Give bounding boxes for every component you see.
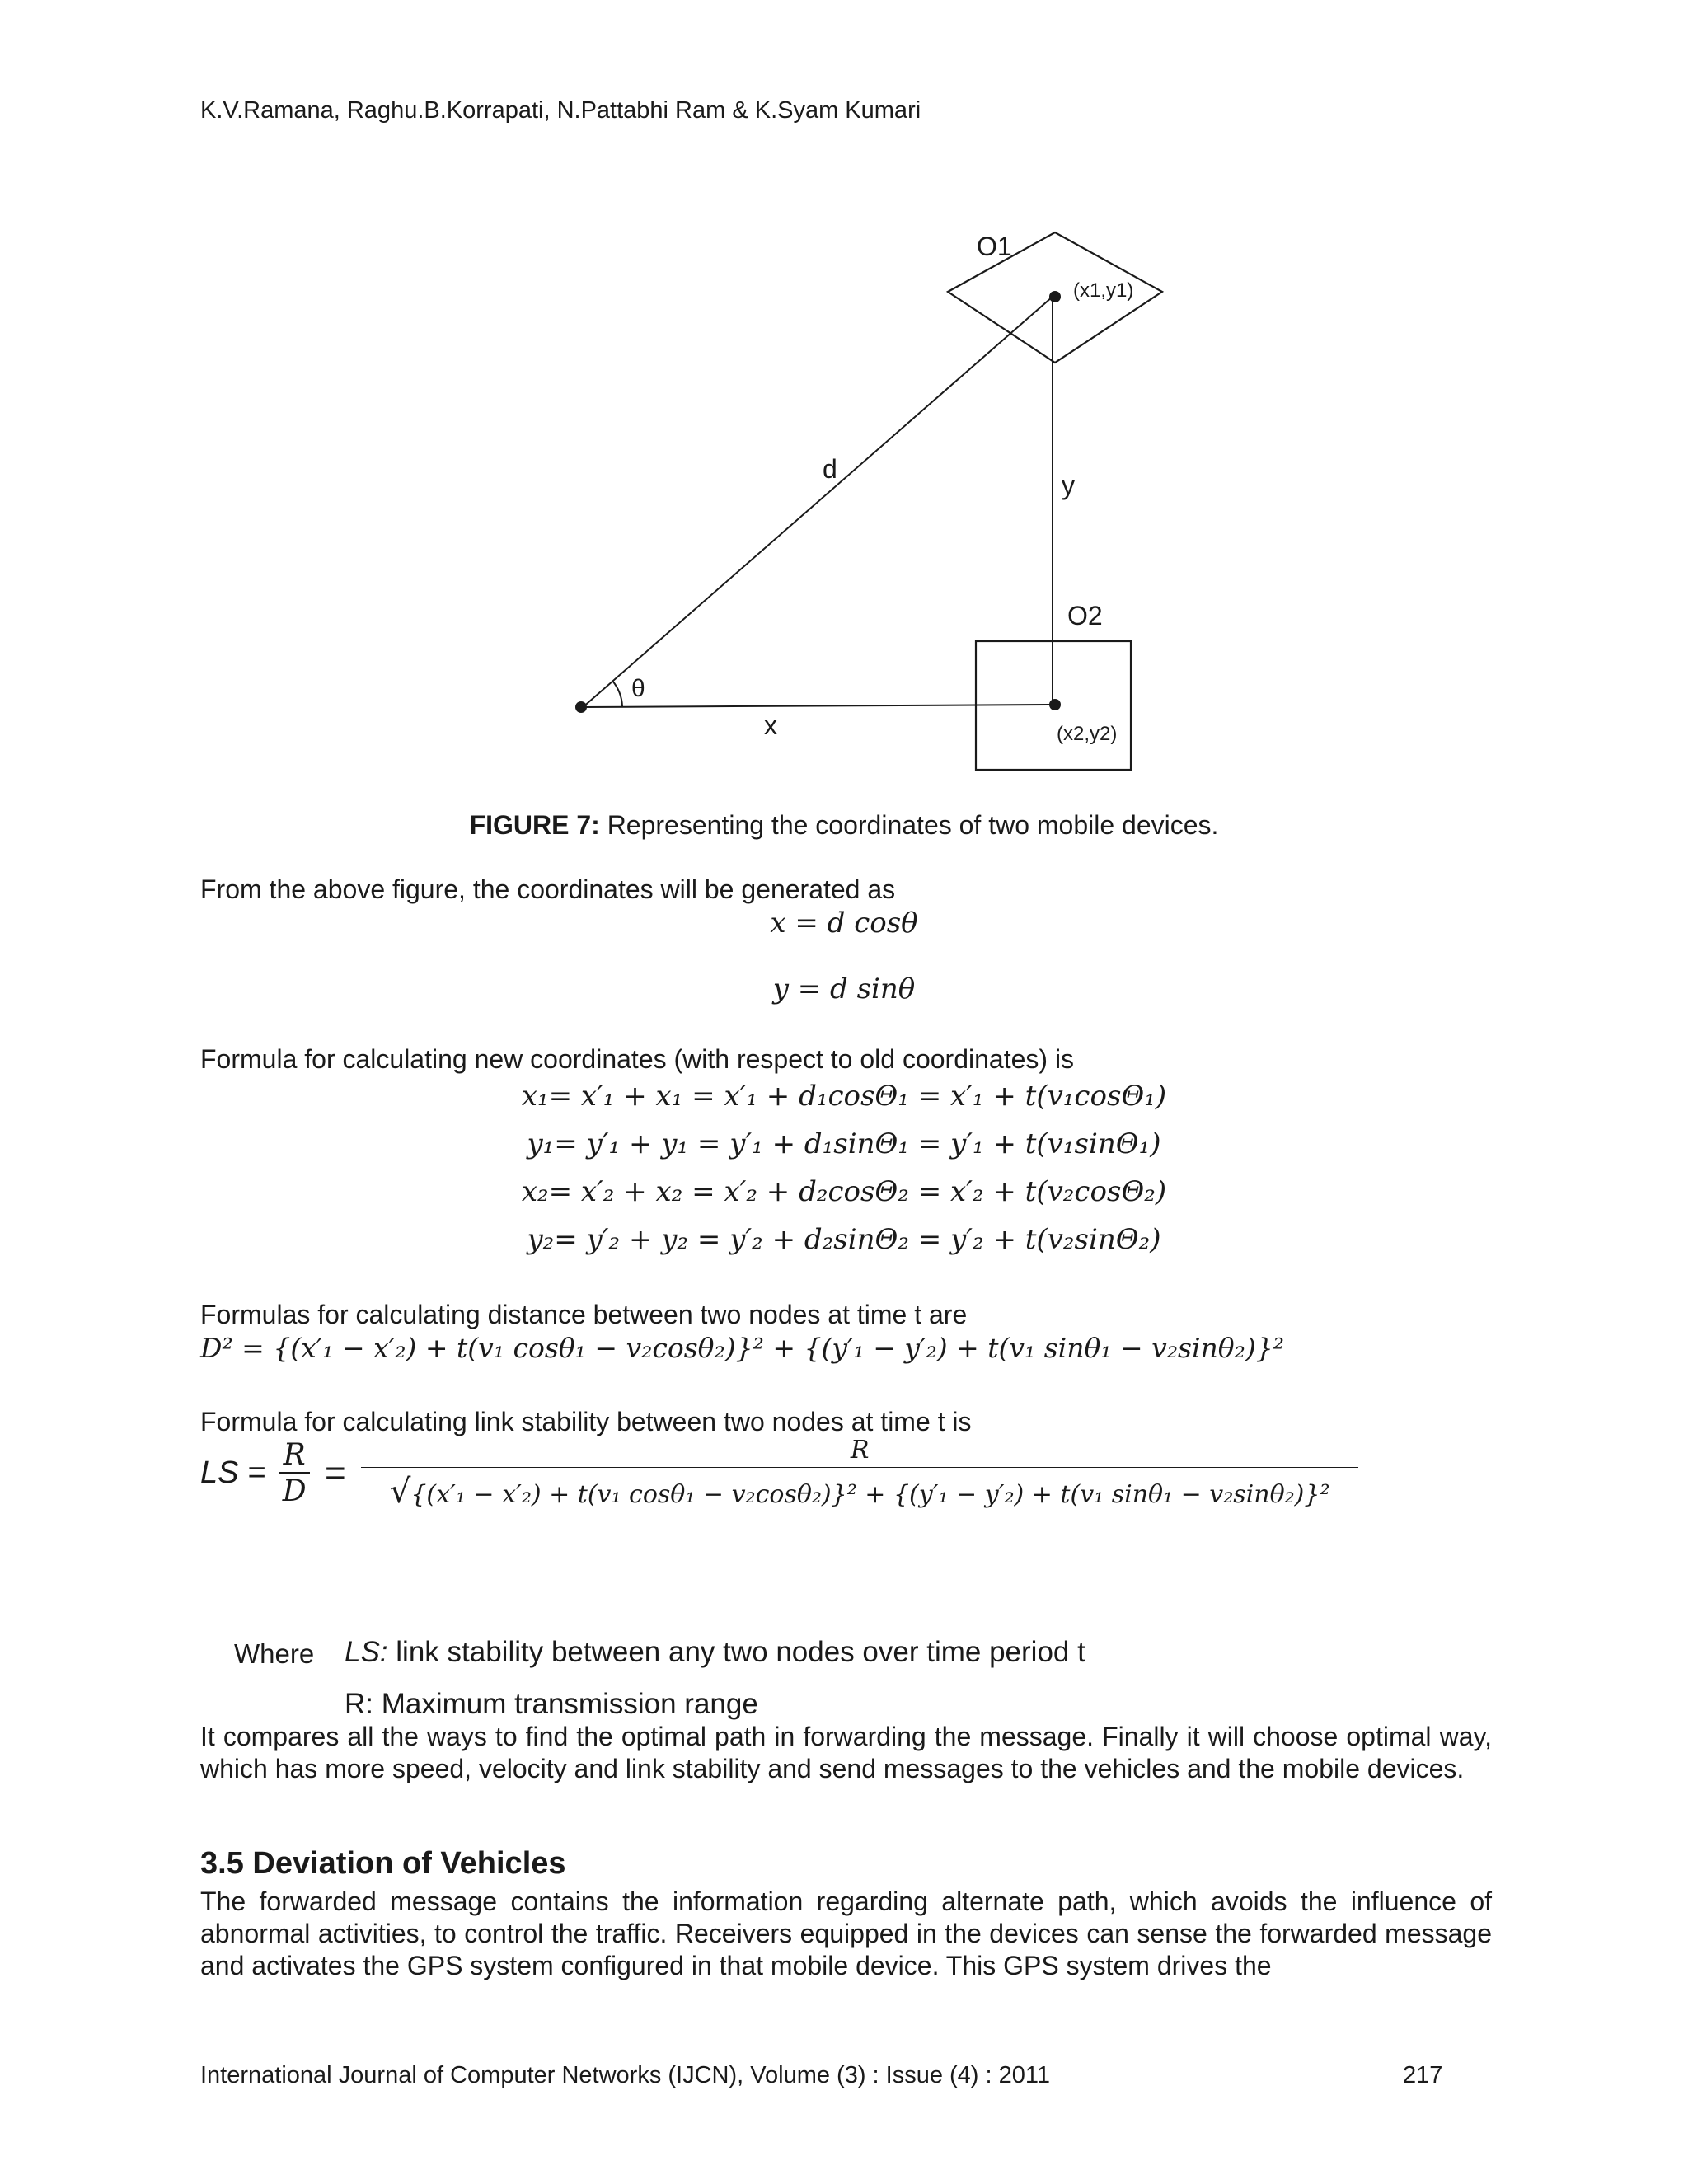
equals-sign: =: [325, 1452, 346, 1493]
fraction-r-over-d: [279, 1438, 310, 1508]
equation-system-3: x₂= x′₂ + x₂ = x′₂ + d₂cosΘ₂ = x′₂ + t(v₂cosΘ₂): [521, 1175, 1167, 1208]
fraction-numerator: R: [361, 1436, 1358, 1468]
fraction-denominator: D: [282, 1474, 307, 1508]
paragraph-coordinates-intro: From the above figure, the coordinates will be generated as: [200, 874, 896, 904]
figure-7-diagram: [560, 231, 1170, 783]
section-heading: 3.5 Deviation of Vehicles: [200, 1846, 566, 1881]
origin-point: [575, 701, 587, 713]
equation-system-2: y₁= y′₁ + y₁ = y′₁ + d₁sinΘ₁ = y′₁ + t(v₁sinΘ₁): [527, 1127, 1161, 1160]
equation-system-4: y₂= y′₂ + y₂ = y′₂ + d₂sinΘ₂ = y′₂ + t(v₂sinΘ₂): [527, 1223, 1161, 1256]
running-footer: International Journal of Computer Networks (IJCN), Volume (3) : Issue (4) : 2011: [200, 2062, 1051, 2088]
label-x: x: [764, 710, 777, 740]
equation-system-1: x₁= x′₁ + x₁ = x′₁ + d₁cosΘ₁ = x′₁ + t(v₁cosΘ₁): [521, 1080, 1167, 1113]
fraction-denominator: [361, 1468, 1358, 1511]
label-d: d: [823, 454, 837, 484]
running-header: K.V.Ramana, Raghu.B.Korrapati, N.Pattabhi Ram & K.Syam Kumari: [200, 97, 921, 124]
fraction-numerator: R: [279, 1438, 310, 1474]
definition-ls-text: link stability between any two nodes over time period t: [387, 1636, 1085, 1668]
definition-ls: [345, 1636, 1085, 1669]
paragraph-link-stability: Formula for calculating link stability between two nodes at time t is: [200, 1407, 972, 1436]
label-o1: O1: [977, 232, 1012, 261]
label-x2-y2: (x2,y2): [1057, 723, 1118, 745]
angle-arc: [612, 681, 622, 706]
label-x1-y1: (x1,y1): [1073, 279, 1134, 302]
sqrt-sign: √: [389, 1473, 411, 1511]
paragraph-deviation: The forwarded message contains the information regarding alternate path, which avoids the influence of abnormal activities, to control the traffic. Receivers equipped in the devices can sense the forwarded message and activates the GPS system configured in that mobile device. This GPS system drives the: [200, 1886, 1492, 1980]
equation-y: y = d sinθ: [772, 972, 916, 1005]
label-o2: O2: [1067, 601, 1103, 630]
equation-link-stability: [200, 1436, 1358, 1535]
label-y: y: [1062, 471, 1075, 500]
figure-caption-text: Representing the coordinates of two mobile devices.: [599, 810, 1219, 840]
sqrt-radicand: {(x′₁ − x′₂) + t(v₁ cosθ₁ − v₂cosθ₂)}² + {(y′₁ − y′₂) + t(v₁ sinθ₁ − v₂sinθ₂)}²: [410, 1480, 1330, 1509]
line-x: [581, 705, 1053, 707]
equation-distance: D² = {(x′₁ − x′₂) + t(v₁ cosθ₁ − v₂cosθ₂)}² + {(y′₁ − y′₂) + t(v₁ sinθ₁ − v₂sinθ₂)}²: [200, 1332, 1284, 1364]
label-theta: θ: [631, 675, 645, 702]
line-d: [581, 297, 1053, 709]
figure-caption: [0, 810, 1688, 841]
ls-lhs: LS =: [200, 1455, 266, 1490]
page-number: 217: [1403, 2062, 1443, 2088]
fraction-r-over-sqrt: [361, 1436, 1358, 1511]
paragraph-distance: Formulas for calculating distance between two nodes at time t are: [200, 1300, 968, 1329]
point-x1-y1: [1049, 291, 1061, 302]
paragraph-new-coordinates: Formula for calculating new coordinates (with respect to old coordinates) is: [200, 1044, 1075, 1074]
where-label: Where: [234, 1638, 315, 1669]
definition-r: R: Maximum transmission range: [345, 1688, 758, 1720]
figure-caption-label: FIGURE 7:: [469, 810, 600, 840]
equation-x: x = d cosθ: [770, 907, 918, 940]
paragraph-optimal-path: It compares all the ways to find the optimal path in forwarding the message. Finally it will choose optimal way, which has more speed, velocity and link stability and send messages to the vehicles and the mobile devices.: [200, 1722, 1492, 1783]
point-x2-y2: [1049, 699, 1061, 710]
definition-ls-term: LS:: [345, 1636, 388, 1668]
